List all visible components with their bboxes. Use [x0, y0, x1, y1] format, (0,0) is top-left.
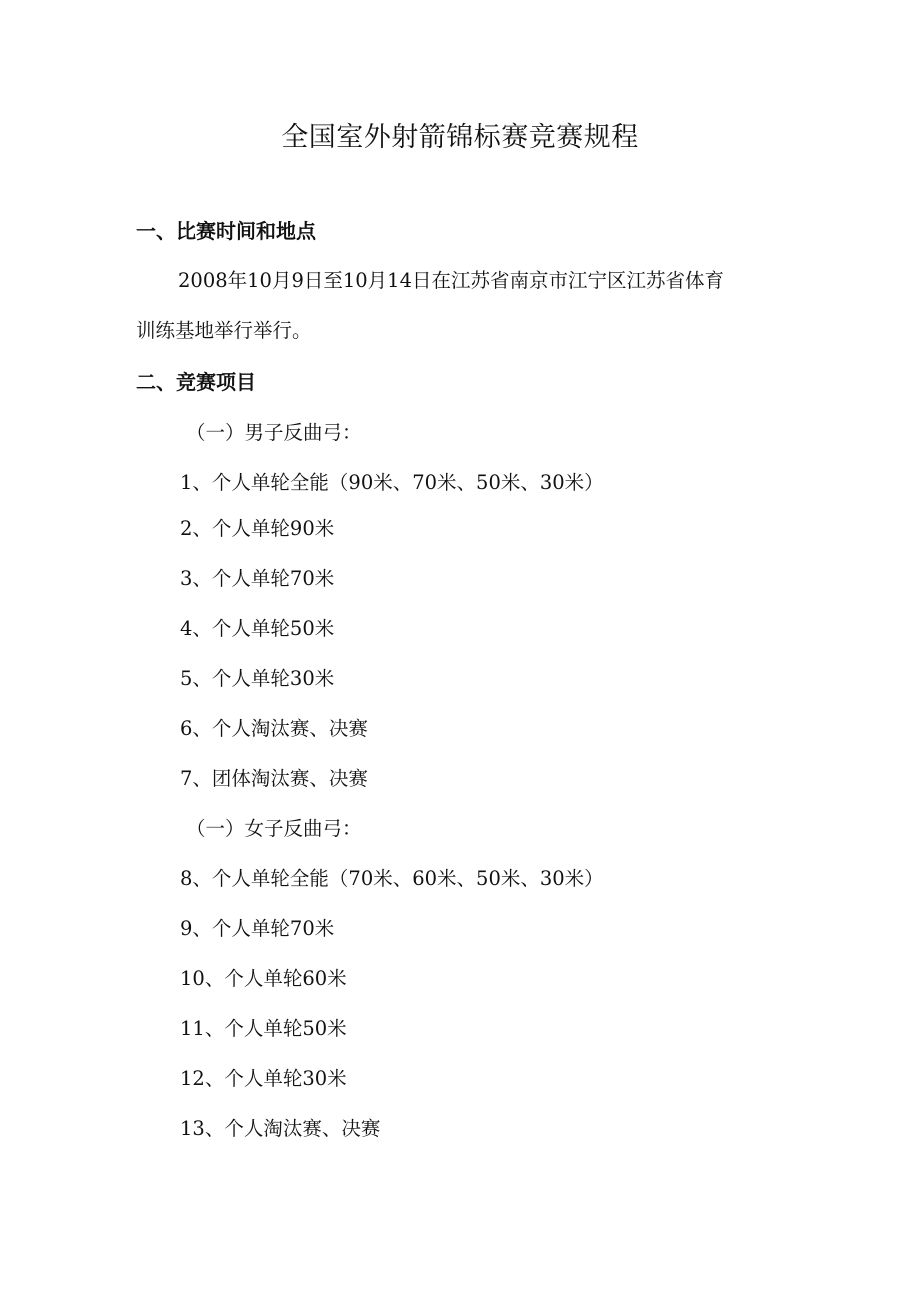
- list-item: 2、个人单轮90米: [180, 517, 335, 540]
- section-heading-events: 二、竞赛项目: [136, 370, 256, 394]
- list-item: 9、个人单轮70米: [180, 917, 335, 940]
- section-heading-time-place: 一、比赛时间和地点: [136, 219, 316, 243]
- list-item: 13、个人淘汰赛、决赛: [180, 1117, 381, 1140]
- list-item: 6、个人淘汰赛、决赛: [180, 717, 368, 740]
- group-label-women-recurve: （一）女子反曲弓：: [186, 817, 362, 840]
- list-item: 4、个人单轮50米: [180, 617, 335, 640]
- list-item: 3、个人单轮70米: [180, 567, 335, 590]
- list-item: 1、个人单轮全能（90米、70米、50米、30米）: [180, 471, 604, 494]
- list-item: 12、个人单轮30米: [180, 1067, 347, 1090]
- list-item: 8、个人单轮全能（70米、60米、50米、30米）: [180, 867, 604, 890]
- list-item: 11、个人单轮50米: [180, 1017, 347, 1040]
- list-item: 10、个人单轮60米: [180, 967, 347, 990]
- group-label-men-recurve: （一）男子反曲弓：: [186, 421, 362, 444]
- document-title: 全国室外射箭锦标赛竞赛规程: [281, 122, 639, 153]
- list-item: 7、团体淘汰赛、决赛: [180, 767, 368, 790]
- section-paragraph-line: 2008年10月9日至10月14日在江苏省南京市江宁区江苏省体育: [178, 269, 724, 292]
- section-paragraph-line: 训练基地举行举行。: [136, 319, 312, 342]
- list-item: 5、个人单轮30米: [180, 667, 335, 690]
